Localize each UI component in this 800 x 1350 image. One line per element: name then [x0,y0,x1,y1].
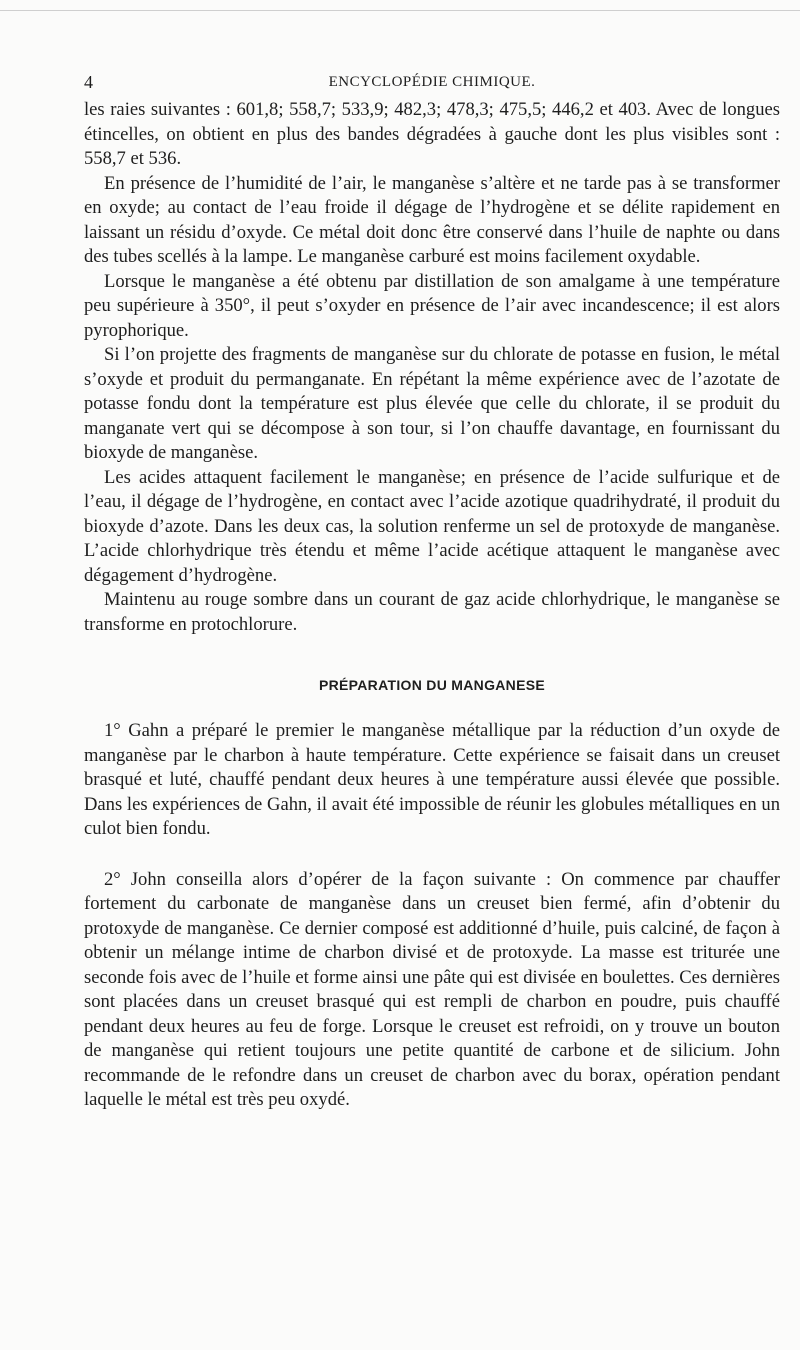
paragraph-acids: Les acides attaquent facilement le manganèse; en présence de l’acide sulfurique et de l’eau, il dégage de l’hydrogène, en contact avec l’acide azotique quadrihydraté, il produit du bioxyde d’azote. Dans les deux cas, la solution renferme un sel de protoxyde de manganèse. L’acide chlorhydrique très étendu et même l’acide acétique attaquent le manganèse avec dégagement d’hydrogène. [84,466,780,586]
paragraph-spectral-lines: les raies suivantes : 601,8; 558,7; 533,9; 482,3; 478,3; 475,5; 446,2 et 403. Avec de longues étincelles, on obtient en plus des bandes dégradées à gauche dont les plus visibles sont : 558,7 et 536. [84,99,780,169]
section-title: PRÉPARATION DU MANGANESE [318,677,546,693]
paragraph-gahn: 1° Gahn a préparé le premier le manganèse métallique par la réduction d’un oxyde de manganèse par le charbon à haute température. Cette expérience se faisait dans un creuset brasqué et luté, chauffé pendant deux heures à une température aussi élevée que possible. Dans les expériences de Gahn, il avait été impossible de réunir les globules métalliques en un culot bien fondu. [84,720,780,839]
page-number: 4 [84,72,93,92]
paragraph-john: 2° John conseilla alors d’opérer de la façon suivante : On commence par chauffer fortement du carbonate de manganèse dans un creuset bien fermé, afin d’obtenir du protoxyde de manganèse. Ce dernier composé est additionné d’huile, puis calciné, de façon à obtenir un mélange intime de charbon divisé et de protoxyde. La masse est triturée une seconde fois avec de l’huile et forme ainsi une pâte qui est divisée en boulettes. Ces dernières sont placées dans un creuset brasqué qui est rempli de charbon en poudre, puis chauffé pendant deux heures au feu de forge. Lorsque le creuset est refroidi, on y trouve un bouton de manganèse qui retient toujours une petite quantité de carbone et de silicium. John recommande de le refondre dans un creuset de charbon avec du borax, opération pendant laquelle le métal est très peu oxydé. [84,868,780,1110]
page-body [84,98,780,1113]
running-head: ENCYCLOPÉDIE CHIMIQUE. [328,74,536,90]
page-header [84,72,780,100]
paragraph-distillation: Lorsque le manganèse a été obtenu par distillation de son amalgame à une température peu supérieure à 350°, il peut s’oxyder en présence de l’air avec incandescence; il est alors pyrophorique. [84,270,780,341]
paragraph-hydrochloric-gas: Maintenu au rouge sombre dans un courant de gaz acide chlorhydrique, le manganèse se transforme en protochlorure. [84,589,780,635]
paragraph-humidity: En présence de l’humidité de l’air, le manganèse s’altère et ne tarde pas à se transformer en oxyde; au contact de l’eau froide il dégage de l’hydrogène et se délite rapidement en laissant un résidu d’oxyde. Ce métal doit donc être conservé dans l’huile de naphte ou dans des tubes scellés à la lampe. Le manganèse carburé est moins facilement oxydable. [84,172,780,267]
paragraph-spacer [84,842,780,868]
page-edge-rule [0,10,800,11]
paragraph-chlorate: Si l’on projette des fragments de manganèse sur du chlorate de potasse en fusion, le métal s’oxyde et produit du permanganate. En répétant la même expérience avec de l’azotate de potasse fondu dont la température est plus élevée que celle du chlorate, il se produit du manganate vert qui se décompose à son tour, si l’on chauffe davantage, en fournissant du bioxyde de manganèse. [84,344,780,463]
